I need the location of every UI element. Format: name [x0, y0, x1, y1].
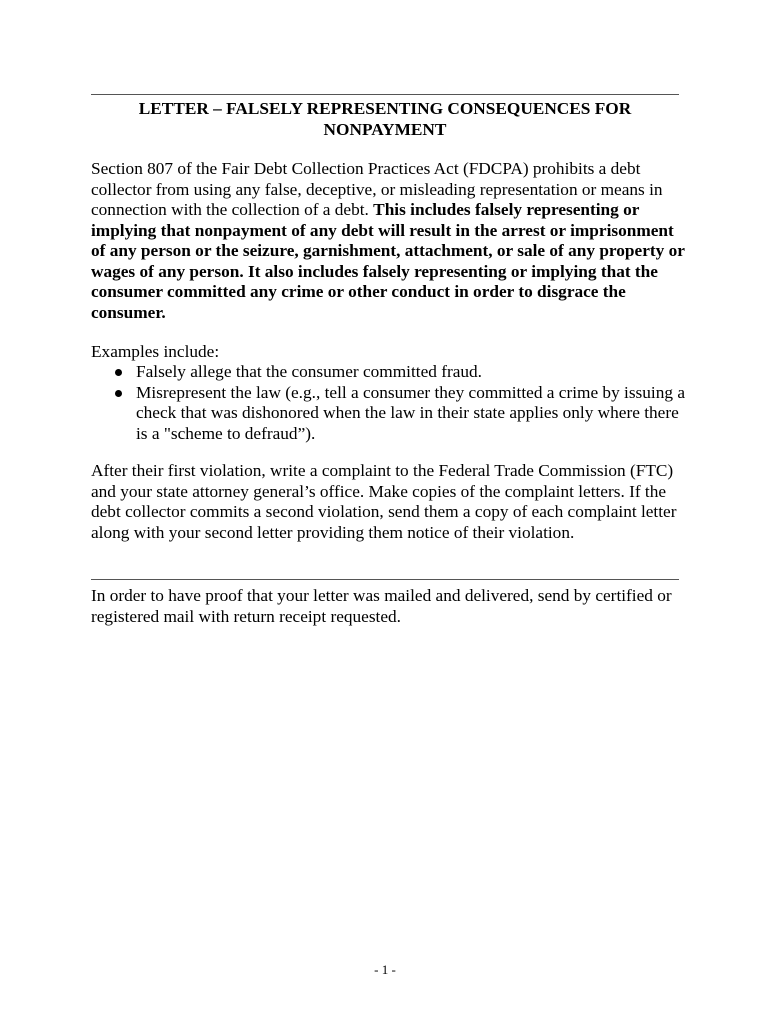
- bullet-icon: [115, 390, 122, 397]
- examples-list: [91, 362, 691, 444]
- intro-text: Section 807 of the Fair Debt Collection Practices Act (FDCPA) prohibits a debt collector from using any false, deceptive, or misleading representation or means in connection with the collection of a debt.: [91, 159, 663, 219]
- top-divider: [91, 94, 679, 95]
- bullet-icon: [115, 369, 122, 376]
- list-item: [91, 362, 691, 383]
- list-item-text: Falsely allege that the consumer committed fraud.: [136, 362, 482, 381]
- document-title: LETTER – FALSELY REPRESENTING CONSEQUENCES FOR NONPAYMENT: [138, 99, 632, 139]
- page-number: - 1 -: [374, 962, 396, 977]
- list-item: [91, 383, 691, 445]
- examples-label: Examples include:: [91, 342, 220, 361]
- bottom-divider: [91, 579, 679, 580]
- intro-paragraph: [91, 159, 691, 323]
- list-item-text: Misrepresent the law (e.g., tell a consumer they committed a crime by issuing a check that was dishonored when the law in their state applies only where there is a "scheme to defraud”).: [136, 382, 686, 443]
- proof-paragraph: In order to have proof that your letter was mailed and delivered, send by certified or registered mail with return receipt requested.: [91, 586, 672, 626]
- intro-bold-text: This includes falsely representing or implying that nonpayment of any debt will result in the arrest or imprisonment of any person or the seizure, garnishment, attachment, or sale of any property or wages of any person. It also includes falsely representing or implying that the consumer committed any crime or other conduct in order to disgrace the consumer.: [91, 200, 685, 322]
- after-violation-paragraph: After their first violation, write a complaint to the Federal Trade Commission (FTC) and your state attorney general’s office. Make copies of the complaint letters. If the debt collector commits a second violation, send them a copy of each complaint letter along with your second letter providing them notice of their violation.: [91, 461, 677, 542]
